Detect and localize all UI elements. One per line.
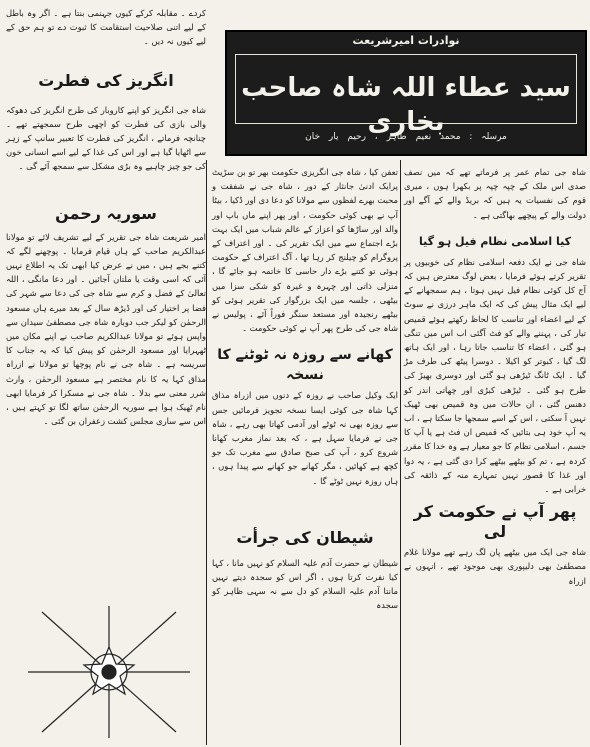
heading-english-nature: انگریز کی فطرت — [38, 70, 174, 90]
title-block — [225, 30, 587, 156]
column-rule-left — [206, 160, 207, 745]
paragraph-islamic-system: شاہ جی نے ایک دفعہ اسلامی نظام کی خوبیوں پر تقریر کرتے ہوئے فرمایا ، بعض لوگ معترض ہیں کہ آج کل کوئی نظام فیل نہیں ہوتا ، ہم سمجھانے کے لیے ایک مثال پیش کی کہ ایک ماہر درزی نے سوٹ کے لیے اعضاء اور تناسب کا لحاظ رکھتے ہوئے قمیص تیار کی ، پہننے والے کو فٹ آگئی اب اس میں تنگی ہو گئی ، اعضاء کا تناسب جاتا رہا ، اور ایک ہاتھ لگ گیا ، کبوتر کو اکیلا ۔ دوسرا پیٹھ کی طرف مڑ گیا ۔ ایک ٹانگ ٹیڑھی ہو گئی اور دوسری بھیڑ کی طرح ہو گئی ۔ ٹیڑھی کبڑی اور چھاتی اندر کو دھنس گئی ، ان حالات میں وہ قمیص بھی ٹھیک نہیں آ سکتی ، اس کے اسے سمجھا جا سکتا ہے ، اب یہ آپ خود ہی بتائیں کہ قمیص ان فٹ ہے یا آپ کا جسم ، اسلامی نظام کا جو معیار ہے وہ خدا کا مقرر کردہ ہے ، تم کو بیٹھے بیٹھے کرا دی گئی ہے ، یہ دوا اور غذا کا قصور نہیں تمہارے منہ کے ذائقہ کی خرابی ہے ۔ — [404, 256, 586, 495]
star-ornament — [24, 602, 194, 742]
page-title: سید عطاء اللہ شاہ صاحب بخاری — [241, 73, 571, 137]
heading-surya-rahman: سوریہ رحمن — [55, 203, 157, 223]
heading-islamic-system: کیا اسلامی نظام فیل ہو گیا — [419, 234, 571, 248]
intro-paragraph: کردے ۔ مقابلہ کرکے کیوں جہنمی بنتا ہے ۔ اگر وہ باطل کے لیے اتنی صلاحیت استقامت کا ثبوت دے تو ہم حق کے لیے کیوں نہ دیں ۔ — [6, 8, 206, 47]
left-column — [6, 6, 206, 596]
heading-fast-recipe: کھانے سے روزہ نہ ٹوٹنے کا نسخہ — [217, 347, 393, 384]
paragraph-nation: شاہ جی تمام عمر پر فرماتے تھے کہ میں نصف صدی اس ملک کے چپہ چپہ پر بکھرا ہوں ، میری قوم کی نفسیات یہ ہیں کہ بریڈ والے کے آگے اور دولت والے کے پیچھے بھاگتی ہے ۔ — [404, 167, 586, 220]
paragraph-satan-courage: شیطان نے حضرت آدم علیہ السلام کو نہیں مانا ، کہا کیا نفرت کرتا ہوں ، اگر اس کو سجدہ دیتے نہیں مانتا آدم علیہ السلام کو دل سے نہ سہی ظاہر کو سجدہ — [212, 557, 398, 611]
paragraph-government: تعفن کیا ، شاہ جی انگریزی حکومت بھر تو بن سڑیٹ پرایک ادنیٰ جانثار کے دور ، شاہ جی نے شفقت و محبت بھرے لفظوں سے مولانا کو دعا دی اور ڈکیا ، بیٹا آپ نے بھی کوئی حکومت ، اور پھر اپنے ماں باپ اور والد اور ساڑھا کو اعزاز کے عالم شباب میں ایک بہت بڑے اجتماع سے میں ایک تقریر کی ۔ اور اعتراف کے پروگرام کو چیلنج کر رہا تھا ، آگ اعتراف کے حکومت ہوئی تو کتنے بڑے دار حاسی کا خاتمہ ہو جائے گا ، منزلی ذاتی اور چہرہ و غیرہ کو شکی سزا میں بیٹھی ، جلسہ میں ایک بزرگوار کی تقریر ہوئی کو بیٹھے رنجیدہ اور مستعد سنگر فوراً آئے ، پولیس نے شاہ جی کی طرح پھر آپ نے کوئی حکومت ۔ — [212, 167, 398, 334]
heading-then-government: پھر آپ نے حکومت کر لی — [413, 502, 577, 542]
heading-satan-courage: شیطان کی جرأت — [236, 527, 374, 547]
paragraph-english-nature: شاہ جی انگریز کو اپنے کاروبار کی طرح انگریز کی دھوکہ والی بازی کی فطرت کو اچھی طرح سمجھتے تھے ۔ چنانچہ فرماتے ، انگریز کی فطرت کا تعبیر سانپ کے زہر سے اٹھایا گیا ہے اور اس کی غذا کے لیے اسے انسانی خون کی جو چیز چاہیے وہ بڑی مشکل سے سمجھ آئے گی ۔ — [6, 104, 206, 172]
right-column — [404, 165, 586, 745]
paragraph-then-government: شاہ جی ایک میں بیٹھے پان لگ رہے تھے مولانا غلام مصطفیٰ بھی دلیپوری بھی موجود تھے ، انہوں نے ازراہ — [404, 547, 586, 586]
credit-line: مرسلہ : محمد نعیم طاہر ، رحیم یار خان — [305, 132, 507, 142]
series-label: نوادرات امیرشریعت — [352, 34, 460, 47]
paragraph-surya-rahman: امیر شریعت شاہ جی تقریر کے لیے تشریف لائے تو مولانا عبدالکریم صاحب کے ہاں قیام فرمایا ۔ پوچھنے لگے کہ کتنے بجے ہیں ، میں نے عرض کیا ابھی تک یہ اطلاع نہیں آئی کہ اسی وقت یا ملتان آجائیں ۔ اور دعا مانگی ، اللہ تعالیٰ کے فضل و کرم سے شاہ جی کی دعا سے شہر کی فضا پر اختیار کی اور ڈیڑھ سال کے بعد میرے ہاں مسعود الرحمٰن کو لیکر جب دوبارہ شاہ جی مصطفیٰ سیدان سے واپس ہوئے تو مولانا عبدالکریم صاحب نے اپنے مکان میں ٹھہرایا اور مسعود الرحمٰن کو پیش کیا کہ یہ جناب کا سریسہ ہے ۔ شاہ جی نے نام پوچھا تو مولانا نے ازراہ مذاق کہا یہ کا نام مختصر ہے مسعود الرحمٰن ، وارث شرر معنی سے بدلا ۔ شاہ جی نے مسکرا کر فرمایا ابھی نام ٹھیک ہوا ہے سوریہ الرحمٰن ساتھ لگا تو کہتے ہیں ، اس سے ساری مجلس کشت زعفران بن گئی ۔ — [6, 231, 206, 427]
middle-column — [212, 165, 398, 745]
star-icon — [28, 606, 190, 738]
paragraph-fast-recipe: ایک وکیل صاحب نے روزہ کے دنوں میں ازراہ مذاق کہا شاہ جی کوئی ایسا نسخہ تجویز فرمائیں جس سے روزہ بھی نہ ٹوٹے اور آدمی کھاتا بھی رہے ، شاہ جی نے فرمایا سہل ہے ، کہ بعد نماز مغرب کھانا شروع کرو ، آپ کی صبح صادق سے مغرب تک جو کچھ ہے کھائیں ، مگر کھانے جو کھانے سے پیدا ہوں ، ہاں روزہ نہیں ٹوٹے گا ۔ — [212, 390, 398, 486]
column-rule-right — [400, 160, 401, 745]
